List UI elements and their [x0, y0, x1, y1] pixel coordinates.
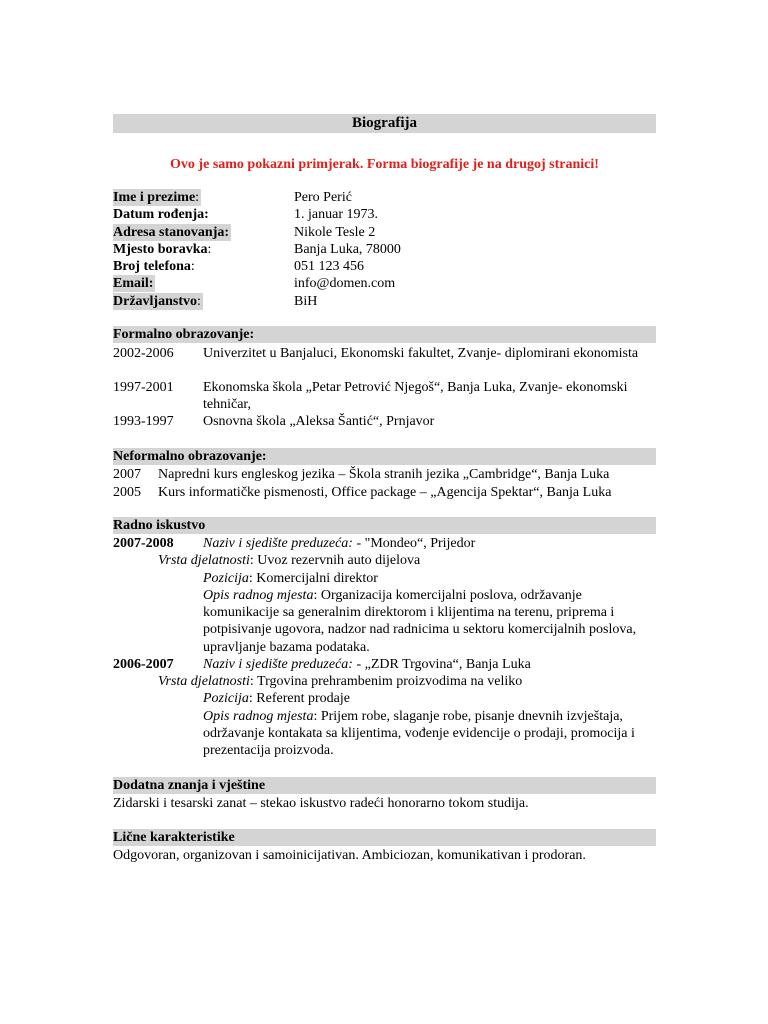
- personal-row-name: [113, 189, 656, 206]
- course-year: 2005: [113, 484, 141, 500]
- course-text: Napredni kurs engleskog jezika – Škola stranih jezika „Cambridge“, Banja Luka: [158, 467, 610, 482]
- label-email: Email:: [113, 276, 154, 292]
- course-text: Kurs informatičke pismenosti, Office package – „Agencija Spektar“, Banja Luka: [158, 484, 612, 500]
- job-years: 2007-2008: [113, 536, 174, 551]
- education-text: Ekonomska škola „Petar Petrović Njegoš“, Banja Luka, Zvanje- ekonomski tehničar,: [203, 380, 628, 412]
- personal-row-email: [113, 275, 656, 292]
- label-phone: Broj telefona:: [113, 259, 195, 275]
- personal-row-address: [113, 224, 656, 241]
- skills-text: Zidarski i tesarski zanat – stekao iskustvo radeći honorarno tokom studija.: [113, 796, 529, 811]
- value-citizenship: BiH: [294, 293, 318, 309]
- list-item: [113, 413, 656, 430]
- job-type: [113, 673, 656, 690]
- education-years: 1993-1997: [113, 414, 174, 429]
- job-type-text: Vrsta djelatnosti: Trgovina prehrambenim proizvodima na veliko: [158, 674, 523, 690]
- job-header: [113, 656, 656, 673]
- job-company: Naziv i sjedište preduzeća: - „ZDR Trgovina“, Banja Luka: [203, 656, 531, 672]
- work-experience-heading: Radno iskustvo: [113, 517, 656, 534]
- list-item: [113, 345, 656, 379]
- list-item: [113, 379, 656, 413]
- formal-education-heading: Formalno obrazovanje:: [113, 326, 656, 343]
- education-text: Osnovna škola „Aleksa Šantić“, Prnjavor: [203, 414, 435, 429]
- value-city: Banja Luka, 78000: [294, 241, 401, 257]
- list-item: [113, 466, 656, 484]
- list-item: [113, 484, 656, 502]
- traits-heading: Lične karakteristike: [113, 829, 656, 846]
- document-title: Biografija: [113, 114, 656, 133]
- informal-education-heading: Neformalno obrazovanje:: [113, 448, 656, 465]
- job-position-text: Pozicija: Referent prodaje: [203, 691, 350, 707]
- label-address: Adresa stanovanja:: [113, 224, 230, 240]
- informal-education-list: [113, 466, 656, 501]
- traits-text: Odgovoran, organizovan i samoinicijativan. Ambiciozan, komunikativan i prodoran.: [113, 848, 586, 863]
- personal-info: [113, 189, 656, 310]
- label-city: Mjesto boravka:: [113, 241, 212, 257]
- job-description: Opis radnog mjesta: Organizacija komercijalni poslova, održavanje komunikacije sa generalnim direktorom i klijentima na terenu, priprema i potpisivanje ugovora, nadzor nad radnicima u sektoru komercijalnih poslova, upravljanje bazama podataka.: [203, 587, 637, 655]
- course-year: 2007: [113, 467, 141, 482]
- personal-row-birthdate: [113, 206, 656, 223]
- label-birthdate: Datum rođenja:: [113, 207, 209, 223]
- work-experience-list: [113, 535, 656, 760]
- personal-row-citizenship: [113, 293, 656, 310]
- label-citizenship: Državljanstvo:: [113, 293, 201, 309]
- sample-notice: Ovo je samo pokazni primjerak. Forma biografije je na drugoj stranici!: [170, 157, 599, 172]
- value-birthdate: 1. januar 1973.: [294, 207, 378, 223]
- job-description: Opis radnog mjesta: Prijem robe, slaganje robe, pisanje dnevnih izvještaja, održavanje kontakata sa klijentima, vođenje evidencije o prodaji, promocija i prezentacija proizvoda.: [203, 708, 635, 759]
- education-text: Univerzitet u Banjaluci, Ekonomski fakultet, Zvanje- diplomirani ekonomista: [203, 346, 639, 361]
- job-company: Naziv i sjedište preduzeća: - "Mondeo“, Prijedor: [203, 536, 476, 551]
- label-name: Ime i prezime:: [113, 190, 200, 205]
- personal-row-phone: [113, 258, 656, 275]
- job-position: [113, 690, 656, 707]
- job-entry: [113, 656, 656, 760]
- job-header: [113, 535, 656, 552]
- value-phone: 051 123 456: [294, 259, 364, 275]
- formal-education-list: [113, 345, 656, 430]
- value-email: info@domen.com: [294, 276, 396, 292]
- job-type-text: Vrsta djelatnosti: Uvoz rezervnih auto dijelova: [158, 553, 421, 569]
- personal-row-city: [113, 241, 656, 258]
- skills-heading: Dodatna znanja i vještine: [113, 777, 656, 794]
- job-type: [113, 552, 656, 569]
- job-position-text: Pozicija: Komercijalni direktor: [203, 570, 378, 586]
- job-years: 2006-2007: [113, 656, 174, 672]
- education-years: 2002-2006: [113, 346, 174, 361]
- value-name: Pero Perić: [294, 190, 352, 205]
- job-entry: [113, 535, 656, 656]
- value-address: Nikole Tesle 2: [294, 224, 376, 240]
- job-position: [113, 570, 656, 587]
- education-years: 1997-2001: [113, 380, 174, 395]
